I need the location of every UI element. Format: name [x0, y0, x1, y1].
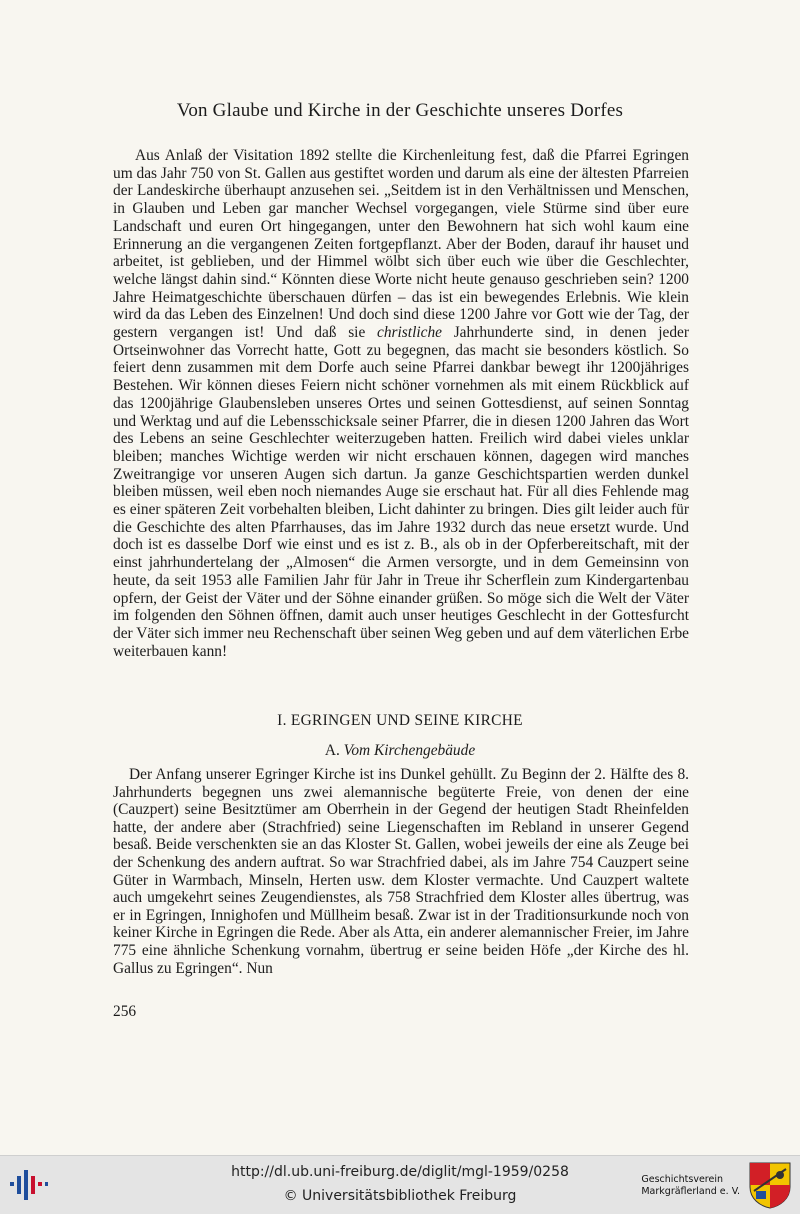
subsection-letter: A.	[324, 742, 340, 759]
org-name-line2: Markgräflerland e. V.	[641, 1186, 740, 1197]
section-text-block	[113, 766, 689, 977]
intro-paragraph	[113, 147, 689, 660]
permalink-url[interactable]: http://dl.ub.uni-freiburg.de/diglit/mgl-1959/0258	[231, 1164, 569, 1180]
copyright-notice: © Universitätsbibliothek Freiburg	[283, 1188, 517, 1204]
page-number: 256	[113, 1003, 137, 1020]
intro-paragraph-rest: Jahrhunderte sind, in denen jeder Ortseinwohner das Vorrecht hatte, Gott zu begegnen, das macht sie besonders köstlich. So feiert denn zusammen mit dem Dorfe auch seine Pfarrei dankbar bewegt ihr 1200jähriges Bestehen. Wir können dieses Feiern nicht schöner vornehmen als mit einem Rückblick auf das 1200jährige Glaubensleben unseres Ortes und seinen Gottesdienst, auf seinen Sonntag und Werktag und auf die Lebensschicksale seiner Pfarrer, die in diesen 1200 Jahren das Wort des Lebens an seine Geschlechter weiterzugeben hatten. Freilich wird dabei vieles unklar bleiben; manches Wichtige werden wir nicht erschauen können, dagegen wird manches Zweitrangige vor unseren Augen sich dartun. Ja ganze Geschichtspartien werden dunkel bleiben müssen, weil eben noch niemandes Auge sie erschaut hat. Für all dies Fehlende mag es einer späteren Zeit vorbehalten bleiben, Licht dahinter zu bringen. Dies gilt leider auch für die Geschichte des alten Pfarrhauses, das im Jahre 1932 durch das neue ersetzt wurde. Und doch ist es dasselbe Dorf wie einst und es ist z. B., als ob in der Opferbereitschaft, mit der einst jahrhundertelang der „Almosen“ die Armen versorgte, und in dem Gemeinsinn von heute, da seit 1953 alle Familien Jahr für Jahr in Treue ihr Scherflein zum Kindergartenbau opfern, der Geist der Väter und der Söhne einander grüßen. So möge sich die Welt der Väter im folgenden den Söhnen öffnen, damit auch unser heutiges Geschlecht in der Gottesfurcht der Väter sich immer neu Rechenschaft über seinen Weg geben und auf dem väterlichen Erbe weiterbauen kann!	[113, 324, 689, 660]
viewer-footer	[0, 1155, 800, 1214]
org-name	[641, 1174, 740, 1198]
subsection-heading	[0, 742, 800, 760]
coat-of-arms-icon	[748, 1161, 792, 1213]
section-heading: I. EGRINGEN UND SEINE KIRCHE	[277, 712, 523, 729]
org-name-line1: Geschichtsverein	[641, 1174, 723, 1185]
intro-italic-word: christliche	[377, 324, 442, 342]
subsection-title: Vom Kirchengebäude	[343, 742, 476, 759]
section-paragraph: Der Anfang unserer Egringer Kirche ist ins Dunkel gehüllt. Zu Beginn der 2. Hälfte des 8. Jahrhunderts begegnen uns zwei alemannische begüterte Freie, von denen der eine (Cauzpert) seine Besitztümer am Oberrhein in der Gegend der heutigen Stadt Rheinfelden hatte, der andere aber (Strachfried) seine Liegenschaften im Rebland in unserer Gegend besaß. Beide verschenkten sie an das Kloster St. Gallen, wobei jeweils der eine als Zeuge bei der Schenkung des andern auftrat. So war Strachfried dabei, als im Jahre 754 Cauzpert seine Güter in Warmbach, Minseln, Herten usw. dem Kloster vermachte. Und Cauzpert waltete auch umgekehrt seines Zeugendienstes, als 758 Strachfried dem Kloster alles übertrug, was er in Egringen, Innighofen und Müllheim besaß. Zwar ist in der Traditionsurkunde noch von keiner Kirche in Egringen die Rede. Aber als Atta, ein anderer alemannischer Freier, im Jahre 775 eine ähnliche Schenkung vornahm, übertrug er seine beiden Höfe „der Kirche des hl. Gallus zu Egringen“. Nun	[113, 766, 689, 977]
page-title: Von Glaube und Kirche in der Geschichte unseres Dorfes	[176, 100, 624, 121]
intro-text-block	[113, 147, 689, 660]
intro-paragraph-start: Aus Anlaß der Visitation 1892 stellte die Kirchenleitung fest, daß die Pfarrei Egringen um das Jahr 750 von St. Gallen aus gestiftet worden und darum als eine der ältesten Pfarreien der Landeskirche überhaupt anzusehen sei. „Seitdem ist in den Verhältnissen und Menschen, in Glauben und Leben gar mancher Wechsel vorgegangen, viele Stürme sind über eure Landschaft und euren Ort hingegangen, unter den Bewohnern hat sich wohl kaum eine Erinnerung an die vergangenen Zeiten fortgepflanzt. Aber der Boden, darauf ihr hauset und arbeitet, ist geblieben, und der Himmel wölbt sich über euch wie über die Geschlechter, welche längst dahin sind.“ Könnten diese Worte nicht heute genauso geschrieben sein? 1200 Jahre Heimatgeschichte überschauen dürfen – das ist ein bewegendes Erlebnis. Wie klein wird da das Leben des Einzelnen! Und doch sind diese 1200 Jahre vor Gott wie der Tag, der gestern vergangen ist! Und daß sie	[113, 147, 689, 342]
